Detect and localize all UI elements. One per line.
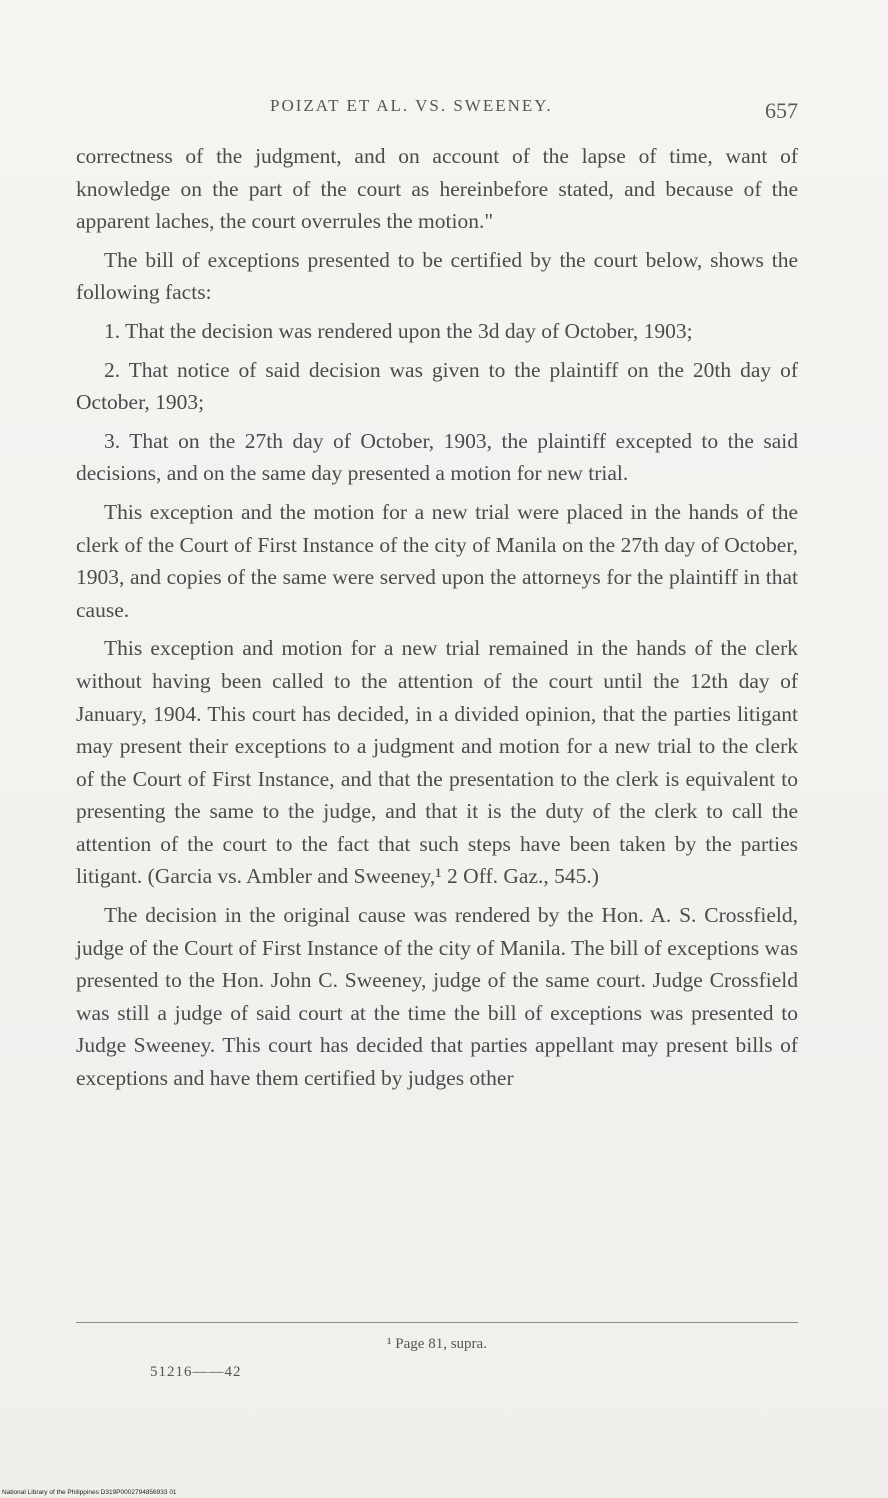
scan-credit: National Library of the Philippines D319P0002794856933 01 <box>2 1489 177 1496</box>
footnote: ¹ Page 81, supra. <box>387 1336 487 1352</box>
paragraph: This exception and motion for a new trial remained in the hands of the clerk without having been called to the attention of the court until the 12th day of January, 1904. This court has decided, in a divided opinion, that the parties litigant may present their exceptions to a judgment and motion for a new trial to the clerk of the Court of First Instance, and that the presentation to the clerk is equivalent to presenting the same to the judge, and that it is the duty of the clerk to call the attention of the court to the fact that such steps have been taken by the parties litigant. (Garcia vs. Ambler and Sweeney,¹ 2 Off. Gaz., 545.) <box>76 636 798 889</box>
page-number: 657 <box>765 98 798 123</box>
paragraph: 3. That on the 27th day of October, 1903, the plaintiff excepted to the said decisions, and on the same day presented a motion for new trial. <box>76 428 798 486</box>
paragraph: The decision in the original cause was rendered by the Hon. A. S. Crossfield, judge of the Court of First Instance of the city of Manila. The bill of exceptions was presented to the Hon. John C. Sweeney, judge of the same court. Judge Crossfield was still a judge of said court at the time the bill of exceptions was presented to Judge Sweeney. This court has decided that parties appellant may present bills of exceptions and have them certified by judges other <box>76 903 798 1091</box>
footnote-rule <box>76 1322 798 1323</box>
paragraph: The bill of exceptions presented to be certified by the court below, shows the following facts: <box>76 247 798 305</box>
running-head: POIZAT ET AL. VS. SWEENEY. <box>270 96 553 115</box>
paragraph: This exception and the motion for a new trial were placed in the hands of the clerk of the Court of First Instance of the city of Manila on the 27th day of October, 1903, and copies of the same were served upon the attorneys for the plaintiff in that cause. <box>76 499 798 622</box>
body-text <box>76 140 798 1101</box>
page-header <box>76 92 798 132</box>
paragraph: 2. That notice of said decision was given to the plaintiff on the 20th day of October, 1903; <box>76 357 798 415</box>
paragraph: correctness of the judgment, and on account of the lapse of time, want of knowledge on the part of the court as hereinbefore stated, and because of the apparent laches, the court overrules the motion." <box>76 144 798 234</box>
paragraph: 1. That the decision was rendered upon the 3d day of October, 1903; <box>104 318 693 343</box>
signature-mark: 51216——42 <box>150 1364 242 1380</box>
